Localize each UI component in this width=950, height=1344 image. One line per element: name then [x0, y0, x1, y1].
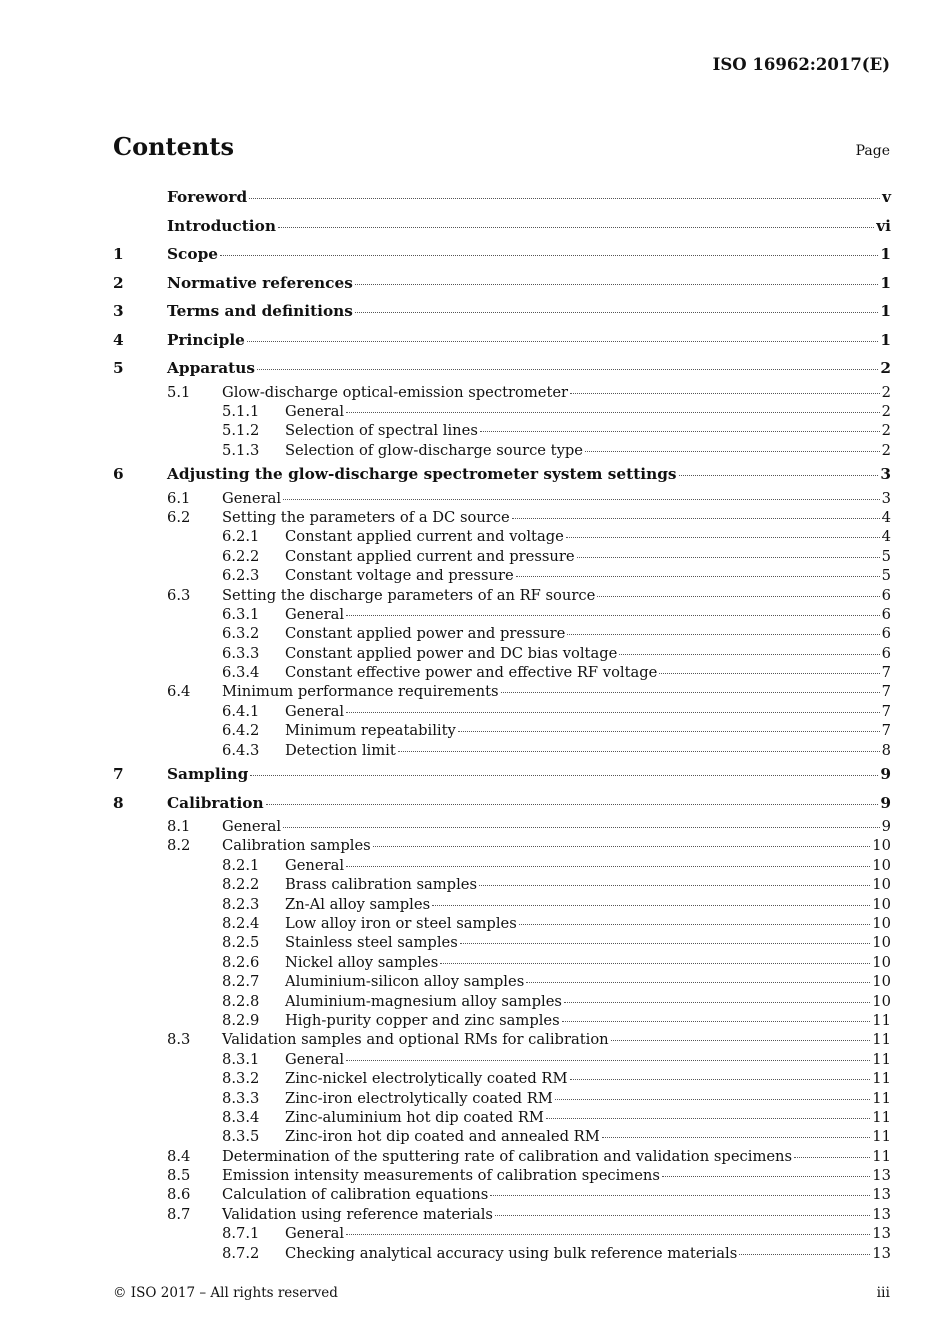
toc-entry-title: Zinc-nickel electrolytically coated RM — [285, 1070, 568, 1088]
toc-entry[interactable] — [113, 586, 891, 605]
toc-entry-number: 6.2 — [167, 508, 191, 526]
toc-entry-number: 8.2.6 — [222, 953, 260, 971]
toc-entry-title: Sampling — [167, 765, 249, 784]
toc-entry[interactable] — [113, 605, 891, 624]
toc-entry[interactable] — [113, 441, 891, 460]
toc-dot-leader — [346, 712, 880, 713]
toc-entry-number: 8.2.2 — [222, 876, 260, 894]
toc-entry-page: 11 — [872, 1128, 891, 1146]
toc-dot-leader — [526, 982, 870, 983]
toc-entry[interactable] — [113, 547, 891, 566]
toc-dot-leader — [460, 943, 871, 944]
toc-entry-number: 6.4.2 — [222, 722, 260, 740]
toc-dot-leader — [432, 905, 870, 906]
toc-entry-title: Stainless steel samples — [285, 934, 458, 952]
toc-entry-number: 8.2.9 — [222, 1011, 260, 1029]
toc-dot-leader — [602, 1137, 871, 1138]
toc-entry-title: Constant effective power and effective RF voltage — [285, 664, 658, 682]
toc-dot-leader — [480, 431, 880, 432]
toc-entry[interactable] — [113, 817, 891, 836]
toc-entry-page: 11 — [872, 1050, 891, 1068]
toc-entry-title: Introduction — [167, 216, 276, 235]
toc-entry-page: 9 — [880, 793, 891, 812]
toc-dot-leader — [346, 412, 880, 413]
toc-dot-leader — [512, 518, 880, 519]
toc-entry-page: 1 — [880, 273, 891, 292]
toc-entry[interactable] — [113, 741, 891, 760]
toc-entry-title: Aluminium-magnesium alloy samples — [285, 992, 562, 1010]
toc-entry-title: Constant applied current and voltage — [285, 528, 564, 546]
toc-entry[interactable] — [113, 682, 891, 701]
toc-entry-page: 3 — [881, 489, 891, 507]
toc-entry-page: 10 — [872, 973, 891, 991]
toc-entry[interactable] — [113, 297, 891, 326]
toc-entry-number: 6.3.1 — [222, 605, 260, 623]
toc-dot-leader — [355, 312, 878, 313]
toc-entry-number: 6.2.3 — [222, 567, 260, 585]
toc-entry[interactable] — [113, 836, 891, 855]
toc-entry-number: 8 — [113, 793, 124, 812]
toc-entry-number: 4 — [113, 330, 124, 349]
toc-entry-number: 5.1.3 — [222, 441, 260, 459]
toc-entry-title: Calibration samples — [222, 837, 371, 855]
toc-entry-number: 8.3.3 — [222, 1089, 260, 1107]
toc-entry-title: Constant applied power and DC bias voltage — [285, 644, 618, 662]
toc-dot-leader — [570, 1079, 871, 1080]
toc-entry-title: Zinc-iron electrolytically coated RM — [285, 1089, 553, 1107]
toc-entry-page: 10 — [872, 914, 891, 932]
toc-entry-title: Brass calibration samples — [285, 876, 477, 894]
toc-entry-number: 6.2.1 — [222, 528, 260, 546]
toc-dot-leader — [283, 499, 880, 500]
toc-dot-leader — [564, 1002, 870, 1003]
toc-dot-leader — [283, 827, 880, 828]
footer-page-number: iii — [876, 1285, 890, 1301]
toc-entry-title: Determination of the sputtering rate of calibration and validation specimens — [222, 1147, 793, 1165]
toc-entry[interactable] — [113, 953, 891, 972]
toc-entry[interactable] — [113, 1011, 891, 1030]
toc-entry-number: 2 — [113, 273, 124, 292]
toc-entry-title: Glow-discharge optical-emission spectrometer — [222, 383, 569, 401]
toc-entry-number: 5 — [113, 359, 124, 377]
toc-entry-page: 13 — [872, 1205, 891, 1223]
toc-entry-title: Zinc-aluminium hot dip coated RM — [285, 1108, 544, 1126]
toc-entry-title: Apparatus — [167, 359, 255, 377]
toc-dot-leader — [490, 1195, 870, 1196]
toc-dot-leader — [346, 866, 870, 867]
toc-entry-title: Detection limit — [285, 741, 396, 759]
toc-entry-number: 8.3.5 — [222, 1128, 260, 1146]
toc-entry-page: 9 — [880, 765, 891, 784]
toc-entry-title: General — [285, 605, 345, 623]
toc-entry-page: 8 — [881, 741, 891, 759]
toc-entry[interactable] — [113, 527, 891, 546]
toc-entry-title: General — [285, 1225, 345, 1243]
toc-entry[interactable] — [113, 760, 891, 789]
toc-entry-title: Emission intensity measurements of calibration specimens — [222, 1167, 660, 1185]
toc-entry-page: 10 — [872, 837, 891, 855]
toc-entry-page: 1 — [880, 245, 891, 263]
toc-dot-leader — [355, 284, 879, 285]
toc-entry-title: Normative references — [167, 273, 353, 292]
table-of-contents — [113, 183, 891, 1263]
toc-dot-leader — [266, 804, 879, 805]
toc-entry[interactable] — [113, 875, 891, 894]
toc-dot-leader — [501, 692, 880, 693]
toc-entry-page: 13 — [872, 1167, 891, 1185]
toc-entry[interactable] — [113, 721, 891, 740]
toc-entry-page: 11 — [872, 1089, 891, 1107]
toc-entry-title: General — [285, 702, 345, 720]
toc-entry-page: 6 — [881, 644, 891, 662]
toc-entry-page: 1 — [880, 330, 891, 349]
toc-entry-number: 6.3.2 — [222, 625, 260, 643]
toc-entry-title: High-purity copper and zinc samples — [285, 1011, 560, 1029]
toc-entry[interactable] — [113, 1127, 891, 1146]
toc-entry[interactable] — [113, 1205, 891, 1224]
toc-entry-number: 5.1.2 — [222, 422, 260, 440]
toc-entry-title: General — [222, 489, 282, 507]
toc-entry-title: Minimum repeatability — [285, 722, 456, 740]
toc-dot-leader — [398, 751, 880, 752]
toc-entry-page: 11 — [872, 1031, 891, 1049]
toc-entry-title: Constant applied current and pressure — [285, 547, 575, 565]
document-id: ISO 16962:2017(E) — [712, 55, 890, 74]
toc-entry-page: 6 — [881, 586, 891, 604]
toc-entry-page: vi — [876, 216, 891, 235]
toc-entry[interactable] — [113, 1108, 891, 1127]
toc-entry-title: Terms and definitions — [167, 302, 353, 320]
toc-entry-page: 2 — [880, 359, 891, 377]
toc-dot-leader — [373, 846, 871, 847]
toc-entry[interactable] — [113, 383, 891, 402]
toc-entry[interactable] — [113, 895, 891, 914]
toc-entry-page: 4 — [881, 528, 891, 546]
toc-entry[interactable] — [113, 933, 891, 952]
toc-entry-number: 8.2.3 — [222, 895, 260, 913]
toc-dot-leader — [566, 537, 880, 538]
toc-entry-number: 8.7 — [167, 1205, 191, 1223]
toc-entry-page: 10 — [872, 895, 891, 913]
toc-entry-title: Nickel alloy samples — [285, 953, 439, 971]
toc-entry-title: Validation samples and optional RMs for calibration — [222, 1031, 609, 1049]
toc-dot-leader — [679, 475, 879, 476]
toc-entry[interactable] — [113, 624, 891, 643]
toc-entry[interactable] — [113, 354, 891, 383]
toc-entry-page: 10 — [872, 856, 891, 874]
toc-entry-number: 8.3 — [167, 1031, 191, 1049]
toc-dot-leader — [257, 369, 878, 370]
toc-dot-leader — [597, 596, 879, 597]
toc-entry-number: 3 — [113, 302, 124, 320]
toc-entry-number: 6 — [113, 465, 124, 484]
toc-dot-leader — [440, 963, 870, 964]
toc-entry[interactable] — [113, 702, 891, 721]
toc-entry-title: Constant voltage and pressure — [285, 567, 514, 585]
toc-dot-leader — [662, 1176, 870, 1177]
toc-entry[interactable] — [113, 1147, 891, 1166]
toc-entry[interactable] — [113, 789, 891, 818]
toc-dot-leader — [577, 557, 880, 558]
toc-entry-title: Calculation of calibration equations — [222, 1186, 489, 1204]
toc-entry-page: 5 — [881, 547, 891, 565]
toc-entry-number: 6.1 — [167, 489, 191, 507]
toc-entry-title: General — [285, 856, 345, 874]
toc-entry-page: 7 — [881, 664, 891, 682]
toc-dot-leader — [458, 731, 880, 732]
toc-entry-number: 8.2 — [167, 837, 191, 855]
toc-entry-title: General — [285, 402, 345, 420]
toc-dot-leader — [555, 1099, 870, 1100]
toc-entry-title: Zn-Al alloy samples — [285, 895, 431, 913]
toc-entry[interactable] — [113, 1050, 891, 1069]
toc-dot-leader — [562, 1021, 871, 1022]
toc-dot-leader — [794, 1157, 870, 1158]
toc-dot-leader — [619, 654, 879, 655]
toc-entry-number: 8.4 — [167, 1147, 191, 1165]
toc-entry-page: 2 — [881, 441, 891, 459]
toc-dot-leader — [249, 198, 880, 199]
toc-entry[interactable] — [113, 644, 891, 663]
toc-entry[interactable] — [113, 421, 891, 440]
toc-entry-title: Selection of spectral lines — [285, 422, 478, 440]
toc-entry-page: 7 — [881, 683, 891, 701]
footer-copyright: © ISO 2017 – All rights reserved — [113, 1285, 338, 1301]
toc-dot-leader — [611, 1040, 871, 1041]
toc-entry-number: 8.2.4 — [222, 914, 260, 932]
toc-entry-page: 7 — [881, 722, 891, 740]
toc-entry-page: 13 — [872, 1225, 891, 1243]
toc-entry[interactable] — [113, 663, 891, 682]
toc-entry-title: Principle — [167, 330, 245, 349]
toc-entry[interactable] — [113, 566, 891, 585]
toc-entry-title: Selection of glow-discharge source type — [285, 441, 583, 459]
toc-entry[interactable] — [113, 212, 891, 241]
toc-entry-page: 11 — [872, 1011, 891, 1029]
toc-entry-number: 5.1.1 — [222, 402, 260, 420]
toc-entry-page: 11 — [872, 1147, 891, 1165]
toc-entry-title: Low alloy iron or steel samples — [285, 914, 517, 932]
toc-entry-number: 8.5 — [167, 1167, 191, 1185]
toc-entry-page: 2 — [881, 402, 891, 420]
toc-entry[interactable] — [113, 856, 891, 875]
toc-entry-title: Foreword — [167, 188, 248, 206]
toc-entry-page: 10 — [872, 992, 891, 1010]
toc-entry-number: 8.2.1 — [222, 856, 260, 874]
toc-entry-page: 10 — [872, 934, 891, 952]
toc-entry-title: Scope — [167, 245, 218, 263]
toc-entry[interactable] — [113, 972, 891, 991]
toc-entry[interactable] — [113, 1089, 891, 1108]
toc-entry-page: 2 — [881, 383, 891, 401]
toc-entry-page: 11 — [872, 1108, 891, 1126]
toc-entry-number: 6.2.2 — [222, 547, 260, 565]
toc-entry[interactable] — [113, 1185, 891, 1204]
toc-dot-leader — [585, 451, 880, 452]
toc-entry[interactable] — [113, 460, 891, 489]
toc-entry-page: 7 — [881, 702, 891, 720]
toc-entry-number: 1 — [113, 245, 124, 263]
toc-entry-title: Setting the parameters of a DC source — [222, 508, 510, 526]
toc-entry-title: General — [222, 818, 282, 836]
toc-entry-number: 8.7.1 — [222, 1225, 260, 1243]
toc-entry[interactable] — [113, 402, 891, 421]
toc-entry[interactable] — [113, 1166, 891, 1185]
toc-entry-number: 7 — [113, 765, 124, 784]
toc-entry-number: 6.3.4 — [222, 664, 260, 682]
toc-entry[interactable] — [113, 240, 891, 269]
toc-entry-number: 8.2.8 — [222, 992, 260, 1010]
toc-entry-page: 2 — [881, 422, 891, 440]
toc-entry-page: 6 — [881, 605, 891, 623]
toc-entry-number: 6.3.3 — [222, 644, 260, 662]
toc-dot-leader — [739, 1254, 870, 1255]
toc-entry-page: 3 — [880, 465, 891, 484]
toc-entry-title: Zinc-iron hot dip coated and annealed RM — [285, 1128, 600, 1146]
toc-entry-page: 4 — [881, 508, 891, 526]
toc-entry-number: 8.3.1 — [222, 1050, 260, 1068]
toc-entry-title: Aluminium-silicon alloy samples — [285, 973, 525, 991]
toc-dot-leader — [220, 255, 878, 256]
toc-entry-title: Constant applied power and pressure — [285, 625, 566, 643]
toc-dot-leader — [247, 341, 878, 342]
toc-entry-title: Minimum performance requirements — [222, 683, 499, 701]
toc-entry-number: 8.3.2 — [222, 1070, 260, 1088]
toc-entry-page: 10 — [872, 876, 891, 894]
toc-entry[interactable] — [113, 1224, 891, 1243]
toc-dot-leader — [570, 393, 880, 394]
toc-entry-title: Adjusting the glow-discharge spectrometer system settings — [167, 465, 677, 484]
toc-entry-number: 8.6 — [167, 1186, 191, 1204]
toc-dot-leader — [546, 1118, 870, 1119]
toc-entry-number: 6.4.1 — [222, 702, 260, 720]
toc-dot-leader — [278, 227, 874, 228]
toc-entry-page: 13 — [872, 1186, 891, 1204]
toc-entry-number: 6.4 — [167, 683, 191, 701]
contents-title: Contents — [113, 132, 234, 161]
toc-dot-leader — [250, 775, 878, 776]
toc-dot-leader — [516, 576, 880, 577]
toc-entry-page: 9 — [881, 818, 891, 836]
toc-entry-page: 6 — [881, 625, 891, 643]
toc-dot-leader — [479, 885, 870, 886]
toc-entry-title: General — [285, 1050, 345, 1068]
toc-dot-leader — [346, 1234, 870, 1235]
toc-entry[interactable] — [113, 269, 891, 298]
toc-entry-page: 1 — [880, 302, 891, 320]
toc-entry[interactable] — [113, 1244, 891, 1263]
toc-entry-number: 6.4.3 — [222, 741, 260, 759]
page-column-label: Page — [855, 143, 890, 159]
toc-entry-number: 8.2.5 — [222, 934, 260, 952]
toc-entry[interactable] — [113, 1030, 891, 1049]
toc-entry-page: 11 — [872, 1070, 891, 1088]
toc-dot-leader — [567, 634, 879, 635]
toc-entry-number: 8.1 — [167, 818, 191, 836]
toc-entry-title: Setting the discharge parameters of an RF source — [222, 586, 596, 604]
toc-entry[interactable] — [113, 326, 891, 355]
toc-entry-title: Checking analytical accuracy using bulk reference materials — [285, 1244, 738, 1262]
toc-entry[interactable] — [113, 1069, 891, 1088]
toc-entry-page: 13 — [872, 1244, 891, 1262]
toc-entry[interactable] — [113, 508, 891, 527]
toc-entry-number: 8.7.2 — [222, 1244, 260, 1262]
toc-entry-page: 10 — [872, 953, 891, 971]
toc-entry[interactable] — [113, 489, 891, 508]
toc-dot-leader — [346, 615, 880, 616]
toc-entry-number: 5.1 — [167, 383, 191, 401]
toc-dot-leader — [346, 1060, 870, 1061]
toc-dot-leader — [519, 924, 871, 925]
toc-dot-leader — [659, 673, 879, 674]
toc-entry-title: Calibration — [167, 793, 264, 812]
toc-dot-leader — [495, 1215, 870, 1216]
toc-entry-title: Validation using reference materials — [222, 1205, 493, 1223]
toc-entry-number: 6.3 — [167, 586, 191, 604]
toc-entry-page: v — [882, 188, 891, 206]
toc-entry-number: 8.3.4 — [222, 1108, 260, 1126]
toc-entry[interactable] — [113, 914, 891, 933]
toc-entry-page: 5 — [881, 567, 891, 585]
toc-entry[interactable] — [113, 992, 891, 1011]
toc-entry[interactable] — [113, 183, 891, 212]
toc-entry-number: 8.2.7 — [222, 973, 260, 991]
